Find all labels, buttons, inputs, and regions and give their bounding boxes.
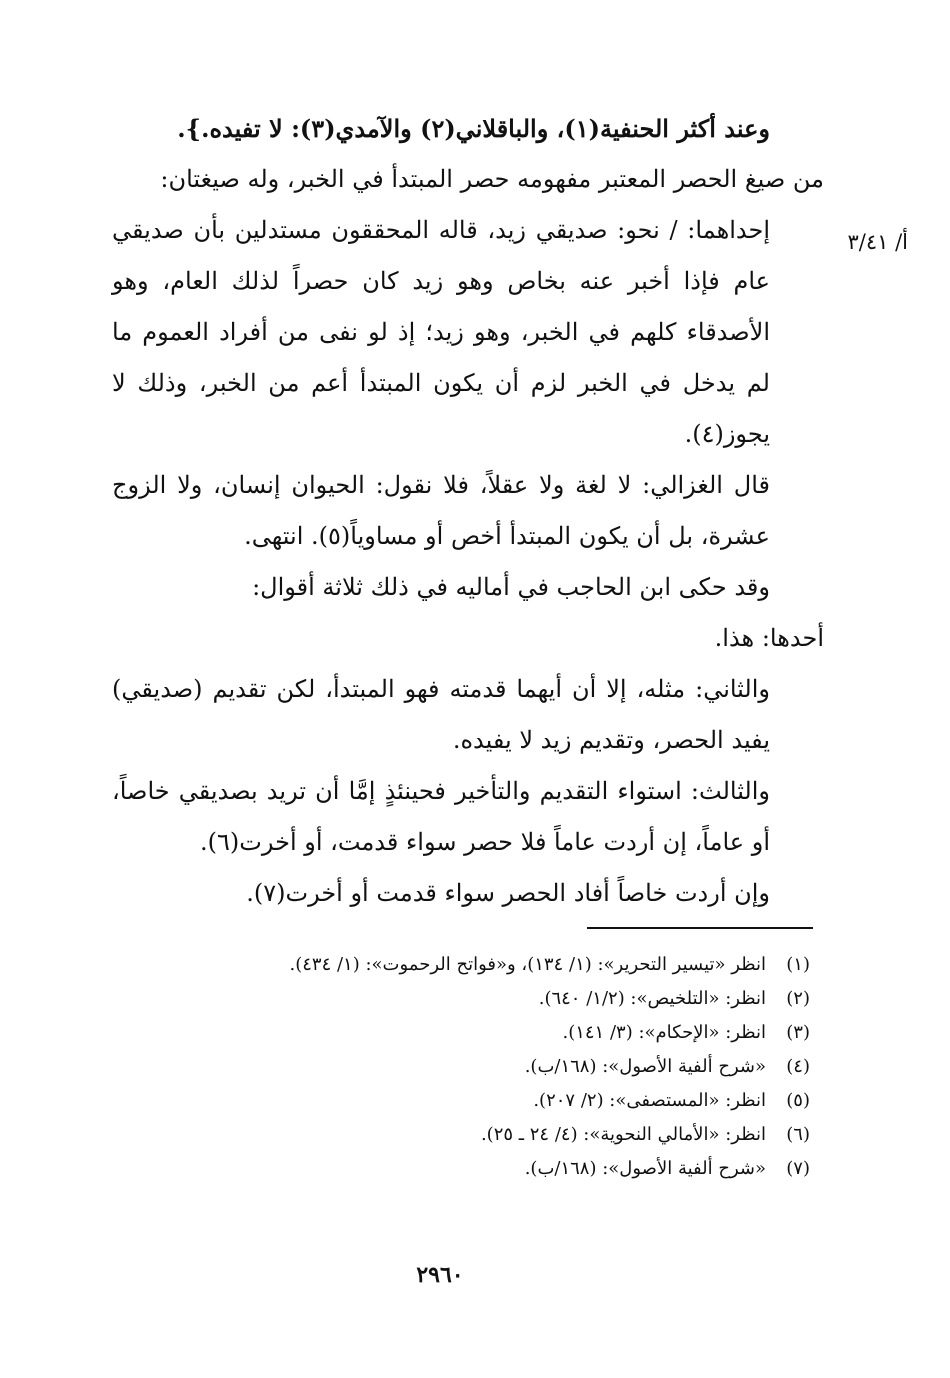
footnote-text: انظر: «المستصفى»: (٢/ ٢٠٧). (533, 1090, 766, 1111)
footnote-text: انظر: «التلخيص»: (١/٢/ ٦٤٠). (538, 988, 766, 1009)
footnote-number: (٤) (786, 1056, 810, 1077)
paragraph-4: قال الغزالي: لا لغة ولا عقلاً، فلا نقول: الحيوان إنسان، ولا الزوج عشرة، بل أن يكون المبتدأ أخص أو مساوياً(٥). انتهى. (112, 471, 770, 550)
footnote-7 (200, 1152, 810, 1186)
footnotes (200, 948, 810, 1186)
margin-note: أ/ ٣/٤١ (847, 230, 908, 254)
footnote-1 (200, 948, 810, 982)
footnote-text: انظر: «الإحكام»: (٣/ ١٤١). (562, 1022, 766, 1043)
footnote-number: (١) (786, 954, 810, 975)
main-text (112, 103, 824, 919)
paragraph-5: وقد حكى ابن الحاجب في أماليه في ذلك ثلاثة أقوال: (252, 573, 770, 601)
paragraph-1: وعند أكثر الحنفية(١)، والباقلاني(٢) والآمدي(٣): لا تفيده.}. (177, 114, 770, 143)
footnote-number: (٧) (786, 1158, 810, 1179)
footnote-separator (587, 927, 813, 929)
footnote-3 (200, 1016, 810, 1050)
page-number: ٢٩٦٠ (416, 1262, 464, 1288)
paragraph-9: وإن أردت خاصاً أفاد الحصر سواء قدمت أو أخرت(٧). (246, 879, 770, 907)
footnote-number: (٦) (786, 1124, 810, 1145)
footnote-5 (200, 1084, 810, 1118)
footnote-number: (٥) (786, 1090, 810, 1111)
footnote-text: انظر: «الأمالي النحوية»: (٤/ ٢٤ ـ ٢٥). (480, 1124, 766, 1145)
paragraph-7: والثاني: مثله، إلا أن أيهما قدمته فهو المبتدأ، لكن تقديم (صديقي) يفيد الحصر، وتقديم زيد لا يفيده. (112, 675, 770, 754)
paragraph-2: من صيغ الحصر المعتبر مفهومه حصر المبتدأ في الخبر، وله صيغتان: (160, 165, 824, 193)
paragraph-8: والثالث: استواء التقديم والتأخير فحينئذٍ إمَّا أن تريد بصديقي خاصاً، أو عاماً، إن أردت عاماً فلا حصر سواء قدمت، أو أخرت(٦). (112, 777, 771, 856)
footnote-text: «شرح ألفية الأصول»: (١٦٨/ب). (524, 1056, 766, 1077)
footnote-number: (٣) (786, 1022, 810, 1043)
paragraph-3: إحداهما: / نحو: صديقي زيد، قاله المحققون مستدلين بأن صديقي عام فإذا أخبر عنه بخاص وهو زيد كان حصراً لذلك العام، وهو الأصدقاء كلهم في الخبر، وهو زيد؛ إذ لو نفى من أفراد العموم ما لم يدخل في الخبر لزم أن يكون المبتدأ أعم من الخبر، وذلك لا يجوز(٤). (112, 216, 770, 448)
footnote-2 (200, 982, 810, 1016)
footnote-text: انظر «تيسير التحرير»: (١/ ١٣٤)، و«فواتح الرحموت»: (١/ ٤٣٤). (289, 954, 766, 975)
paragraph-6: أحدها: هذا. (714, 624, 824, 652)
footnote-4 (200, 1050, 810, 1084)
footnote-6 (200, 1118, 810, 1152)
footnote-number: (٢) (786, 988, 810, 1009)
footnote-text: «شرح ألفية الأصول»: (١٦٨/ب). (524, 1158, 766, 1179)
